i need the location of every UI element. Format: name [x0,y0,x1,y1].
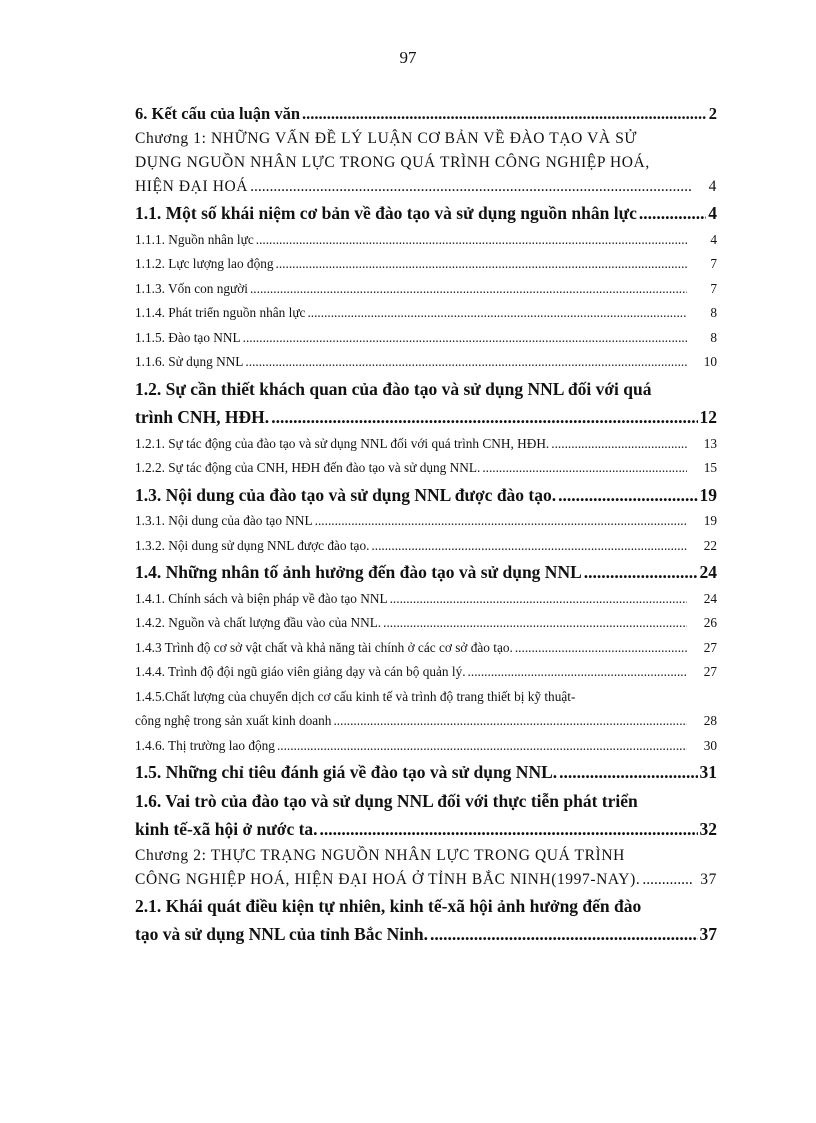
toc-entry-title-line1: 1.4.5.Chất lượng của chuyển dịch cơ cấu kinh tế và trình độ trang thiết bị kỹ thuật- [135,688,576,704]
table-of-contents [135,100,717,949]
toc-entry-title: 1.1.2. Lực lượng lao động [135,256,274,271]
toc-entry-page: 28 [703,713,717,728]
toc-entry-title: 1.1. Một số khái niệm cơ bản về đào tạo và sử dụng nguồn nhân lực [135,203,637,223]
toc-entry-title-line1: 2.1. Khái quát điều kiện tự nhiên, kinh tế-xã hội ảnh hưởng đến đào [135,895,642,916]
toc-subsection-1-4-5[interactable] [135,685,717,734]
toc-entry-page: 27 [703,639,717,655]
toc-entry-page: 4 [710,231,717,247]
toc-entry-title: 1.1.3. Vốn con người [135,280,248,296]
toc-entry-page: 7 [710,256,717,271]
toc-entry-title-line1: Chương 2: THỰC TRẠNG NGUỒN NHÂN LỰC TRONG QUÁ TRÌNH [135,846,625,864]
page-number: 97 [399,48,417,67]
toc-entry-title-line2: công nghệ trong sản xuất kinh doanh [135,713,332,728]
toc-entry-page: 8 [710,305,717,320]
toc-entry-page: 4 [708,178,717,195]
toc-entry-title-line2: CÔNG NGHIỆP HOÁ, HIỆN ĐẠI HOÁ Ở TỈNH BẮC NINH(1997-NAY). [135,870,641,888]
toc-subsection-1-1-1[interactable] [135,228,717,253]
toc-entry-page: 24 [703,590,717,606]
toc-section-2-1[interactable] [135,892,717,949]
toc-entry-page: 4 [708,203,717,223]
toc-entry-title: 1.4. Những nhân tố ảnh hưởng đến đào tạo và sử dụng NNL [135,562,582,582]
toc-section-1-4[interactable] [135,558,717,587]
toc-entry-page: 12 [699,407,717,427]
toc-subsection-1-2-1[interactable] [135,432,717,457]
toc-entry-title-line2: tạo và sử dụng NNL của tỉnh Bắc Ninh. [135,924,429,944]
toc-entry-title-line3: HIỆN ĐẠI HOÁ [135,178,249,195]
toc-entry-page: 32 [699,819,717,839]
toc-entry-title-line2: DỤNG NGUỒN NHÂN LỰC TRONG QUÁ TRÌNH CÔNG NGHIỆP HOÁ, [135,154,650,171]
toc-entry-title-line1: Chương 1: NHỮNG VẤN ĐỀ LÝ LUẬN CƠ BẢN VỀ ĐÀO TẠO VÀ SỬ [135,130,638,147]
toc-entry-title-line2: trình CNH, HĐH. [135,407,270,427]
toc-section-1-6[interactable] [135,787,717,844]
toc-entry-page: 27 [703,664,717,679]
toc-entry-title: 1.1.6. Sử dụng NNL [135,354,244,369]
toc-subsection-1-4-3[interactable] [135,636,717,661]
toc-entry-title-line1: 1.2. Sự cần thiết khách quan của đào tạo và sử dụng NNL đối với quá [135,378,652,399]
toc-entry-title: 1.4.3 Trình độ cơ sở vật chất và khả năng tài chính ở các cơ sở đào tạo. [135,639,513,655]
toc-entry-title: 1.4.1. Chính sách và biện pháp về đào tạo NNL [135,590,388,606]
toc-entry-page: 2 [708,104,717,123]
toc-entry-page: 15 [703,460,717,475]
toc-entry-title: 1.3. Nội dung của đào tạo và sử dụng NNL được đào tạo. [135,484,557,505]
toc-subsection-1-1-3[interactable] [135,277,717,302]
toc-entry-6[interactable] [135,100,717,127]
toc-entry-page: 31 [699,762,717,782]
toc-entry-page: 30 [703,737,717,753]
toc-entry-title: 1.1.5. Đào tạo NNL [135,329,241,345]
toc-subsection-1-1-2[interactable] [135,252,717,277]
toc-entry-title-line2: kinh tế-xã hội ở nước ta. [135,819,318,839]
toc-section-1-1[interactable] [135,199,717,228]
toc-chapter-1[interactable] [135,127,717,199]
toc-entry-page: 19 [699,484,717,505]
toc-entry-page: 24 [699,562,717,582]
toc-section-1-2[interactable] [135,375,717,432]
toc-subsection-1-3-1[interactable] [135,509,717,534]
toc-entry-title: 1.2.2. Sự tác động của CNH, HĐH đến đào tạo và sử dụng NNL. [135,460,481,475]
toc-entry-title: 1.1.4. Phát triển nguồn nhân lực [135,305,306,320]
toc-entry-title: 6. Kết cấu của luận văn [135,104,301,123]
toc-entry-page: 19 [703,513,717,528]
toc-entry-title: 1.4.6. Thị trường lao động [135,737,275,753]
toc-subsection-1-3-2[interactable] [135,534,717,559]
toc-subsection-1-1-5[interactable] [135,326,717,351]
toc-subsection-1-1-4[interactable] [135,301,717,326]
toc-entry-title: 1.4.2. Nguồn và chất lượng đầu vào của NNL. [135,615,382,630]
toc-subsection-1-4-1[interactable] [135,587,717,612]
toc-entry-page: 13 [703,435,717,451]
toc-entry-page: 10 [703,354,717,369]
toc-entry-page: 22 [703,537,717,553]
toc-subsection-1-4-4[interactable] [135,660,717,685]
toc-entry-title: 1.5. Những chỉ tiêu đánh giá về đào tạo và sử dụng NNL. [135,762,558,782]
toc-entry-page: 26 [703,615,717,630]
toc-entry-page: 37 [700,870,717,888]
toc-subsection-1-1-6[interactable] [135,350,717,375]
toc-entry-page: 37 [699,924,717,944]
toc-section-1-3[interactable] [135,481,717,510]
toc-entry-title-line1: 1.6. Vai trò của đào tạo và sử dụng NNL đối với thực tiễn phát triển [135,790,638,811]
toc-entry-title: 1.4.4. Trình độ đội ngũ giáo viên giảng dạy và cán bộ quản lý. [135,664,466,679]
toc-subsection-1-2-2[interactable] [135,456,717,481]
toc-subsection-1-4-2[interactable] [135,611,717,636]
toc-section-1-5[interactable] [135,758,717,787]
toc-subsection-1-4-6[interactable] [135,734,717,759]
toc-entry-page: 7 [710,280,717,296]
toc-entry-title: 1.2.1. Sự tác động của đào tạo và sử dụng NNL đối với quá trình CNH, HĐH. [135,435,550,451]
toc-entry-title: 1.1.1. Nguồn nhân lực [135,231,254,247]
toc-entry-title: 1.3.2. Nội dung sử dụng NNL được đào tạo. [135,537,370,553]
toc-entry-page: 8 [710,329,717,345]
toc-chapter-2[interactable] [135,844,717,892]
toc-entry-title: 1.3.1. Nội dung của đào tạo NNL [135,513,313,528]
